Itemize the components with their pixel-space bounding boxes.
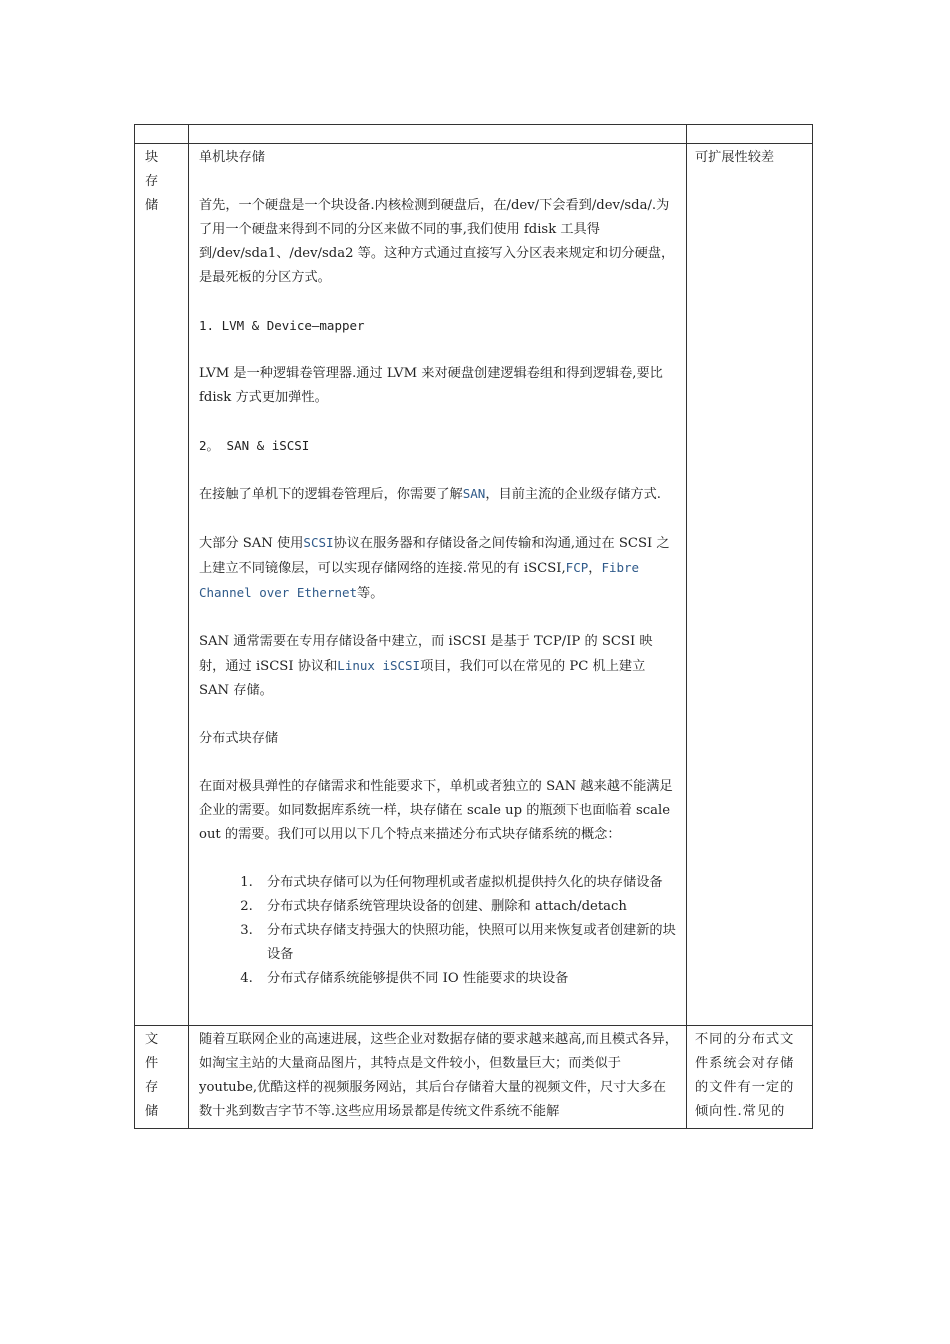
text-span: ， [588,561,602,576]
category-cell: 文件存储 [135,1026,189,1129]
section-heading: 2。 SAN & iSCSI [199,438,310,453]
list-item: 2. 分布式块存储系统管理块设备的创建、删除和 attach/detach [257,895,678,919]
text-span: 协议在服务器和存储设备之间传输和沟通,通过在 SCSI 之上建立不同镜像层，可以实现存储网络的连接.常见的有 iSCSI, [199,536,670,576]
list-item: 3. 分布式块存储支持强大的快照功能，快照可以用来恢复或者创建新的块设备 [257,919,678,967]
list-item: 1. 分布式块存储可以为任何物理机或者虚拟机提供持久化的块存储设备 [257,871,678,895]
note-text: 不同的分布式文件系统会对存储的文件有一定的倾向性.常见的 [695,1032,795,1119]
list-item: 4. 分布式存储系统能够提供不同 IO 性能要求的块设备 [257,967,678,991]
section-heading: 1. LVM & Device—mapper [199,318,365,333]
header-row [135,125,813,144]
feature-list [199,871,678,991]
paragraph: 在面对极具弹性的存储需求和性能要求下，单机或者独立的 SAN 越来越不能满足企业的需要。如同数据库系统一样，块存储在 scale up 的瓶颈下也面临着 scale out 的需要。我们可以用以下几个特点来描述分布式块存储系统的概念： [199,779,673,842]
text-span: ，目前主流的企业级存储方式. [485,487,661,502]
section-heading: 分布式块存储 [199,731,279,746]
text-span: 大部分 SAN 使用 [199,536,304,551]
text-span: 在接触了单机下的逻辑卷管理后，你需要了解 [199,487,463,502]
paragraph: LVM 是一种逻辑卷管理器.通过 LVM 来对硬盘创建逻辑卷组和得到逻辑卷,要比 fdisk 方式更加弹性。 [199,366,663,405]
fcoe-link[interactable]: Fibre Channel over Ethernet [199,560,640,600]
storage-comparison-table [134,124,813,1129]
fcp-link[interactable]: FCP [565,560,589,575]
scsi-link[interactable]: SCSI [303,535,334,550]
paragraph [199,482,678,507]
header-cell [687,125,813,144]
linux-iscsi-link[interactable]: Linux iSCSI [337,658,421,673]
table-row-block-storage [135,144,813,1026]
paragraph [199,531,678,606]
paragraph: 随着互联网企业的高速进展，这些企业对数据存储的要求越来越高,而且模式各异，如淘宝主站的大量商品图片，其特点是文件较小，但数量巨大；而类似于 youtube,优酷这样的视频服务网站，其后台存储着大量的视频文件，尺寸大多在数十兆到数吉字节不等.这些应用场景都是传统文件系统不能解 [199,1032,678,1119]
header-cell [135,125,189,144]
note-cell [687,1026,813,1129]
paragraph: 首先，一个硬盘是一个块设备.内核检测到硬盘后，在/dev/下会看到/dev/sda/.为了用一个硬盘来得到不同的分区来做不同的事,我们使用 fdisk 工具得到/dev/sda1、/dev/sda2 等。这种方式通过直接写入分区表来规定和切分硬盘，是最死板的分区方式。 [199,198,675,285]
description-cell [189,1026,687,1129]
category-cell: 块存储 [135,144,189,1026]
section-heading: 单机块存储 [199,150,265,165]
header-cell [189,125,687,144]
paragraph [199,630,678,703]
description-cell [189,144,687,1026]
text-span: SAN 通常需要在专用存储设备中建立，而 iSCSI 是基于 TCP/IP 的 SCSI 映射，通过 iSCSI 协议和 [199,634,653,674]
table-row-file-storage [135,1026,813,1129]
text-span: 等。 [357,586,384,601]
text-span: 项目，我们可以在常见的 PC 机上建立 SAN 存储。 [199,659,646,698]
san-link[interactable]: SAN [462,486,486,501]
note-cell: 可扩展性较差 [687,144,813,1026]
